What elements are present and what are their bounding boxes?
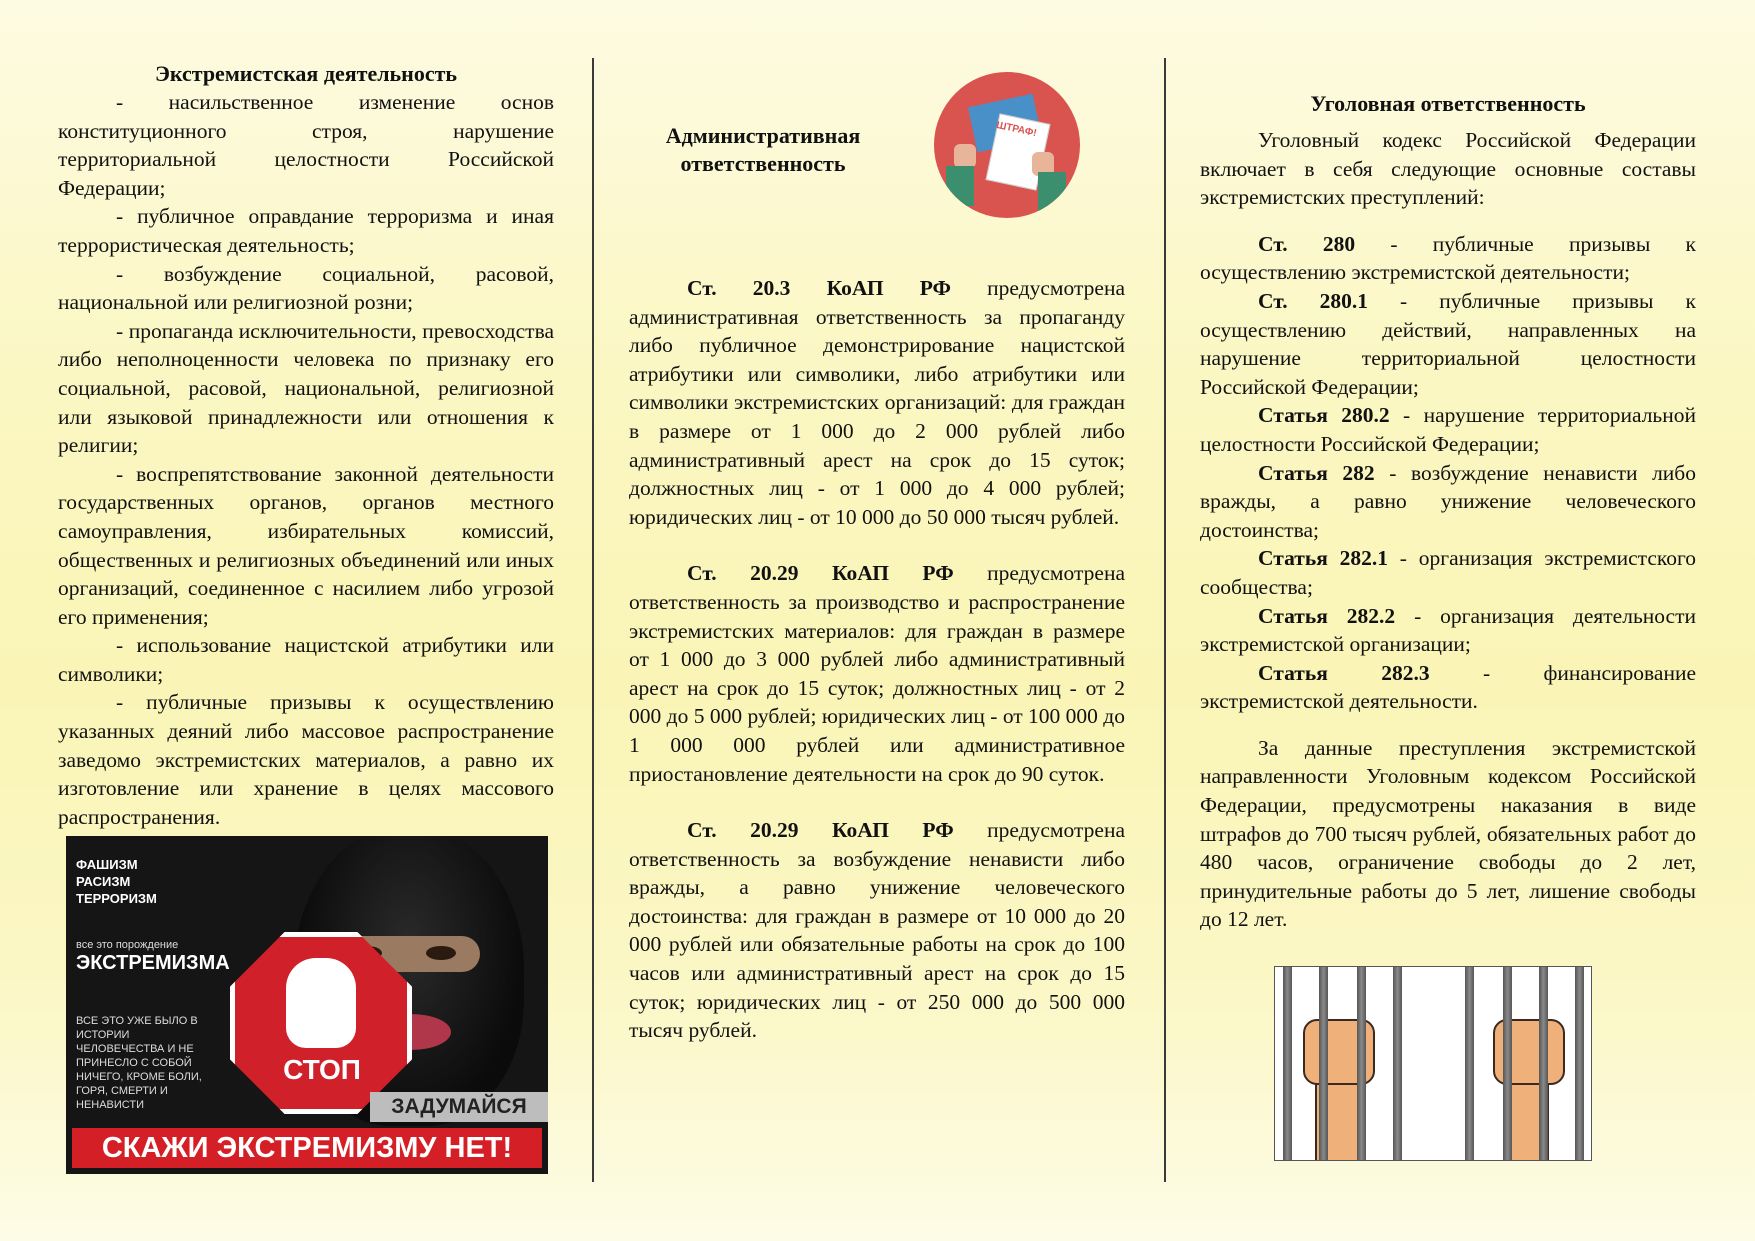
article-item: Ст. 280.1 - публичные призывы к осуществлению действий, направленных на нарушение территориальной целостности Российской Федерации; (1200, 288, 1696, 399)
poster-sub: все это порождение (76, 939, 179, 951)
extremism-item: - пропаганда исключительности, превосходства либо неполноценности человека по признаку его социальной, расовой, национальной, религиозной или языковой принадлежности или отношения к религии; (58, 318, 554, 458)
criminal-intro: Уголовный кодекс Российской Федерации включает в себя следующие основные составы экстремистских преступлений: (1200, 128, 1696, 210)
admin-paragraph: Ст. 20.3 КоАП РФ предусмотрена административная ответственность за пропаганду либо публичное демонстрирование нацистской атрибутики или символики, либо атрибутики или символики экстремистских организаций: для граждан в размере от 1 000 до 2 000 рублей либо административный арест на срок до 15 суток; должностных лиц - от 1 000 до 4 000 рублей; юридических лиц - от 10 000 до 50 000 тысяч рублей. (629, 276, 1125, 529)
poster-slogan: СКАЖИ ЭКСТРЕМИЗМУ НЕТ! (72, 1128, 542, 1168)
criminal-conclusion: За данные преступления экстремистской направленности Уголовным кодексом Российской Федерации, предусмотрены наказания в виде штрафов до 700 тысяч рублей, обязательных работ до 480 часов, ограничение свободы до 2 лет, принудительные работы до 5 лет, лишение свободы до 12 лет. (1200, 735, 1696, 932)
middle-heading (618, 122, 908, 178)
extremism-item: - воспрепятствование законной деятельности государственных органов, органов местного самоуправления, избирательных комиссий, общественных и религиозных объединений или иных организаций, соединенное с насилием либо угрозой его применения; (58, 461, 554, 629)
right-column (1200, 90, 1696, 934)
poster-small: ВСЕ ЭТО УЖЕ БЫЛО В ИСТОРИИ ЧЕЛОВЕЧЕСТВА И НЕ ПРИНЕСЛО С СОБОЙ НИЧЕГО, КРОМЕ БОЛИ, ГОРЯ, СМЕРТИ И НЕНАВИСТИ (76, 1015, 202, 1111)
prison-bars-icon (1274, 966, 1592, 1161)
extremism-item: - использование нацистской атрибутики или символики; (58, 633, 554, 686)
poster-line: ФАШИЗМ (76, 857, 138, 872)
think-label: ЗАДУМАЙСЯ (370, 1092, 548, 1122)
extremism-heading: Экстремистская деятельность (154, 61, 458, 86)
column-divider (592, 58, 594, 1182)
article-item: Ст. 280 - публичные призывы к осуществлению экстремистской деятельности; (1200, 231, 1697, 285)
middle-column (629, 274, 1125, 1045)
stop-label: СТОП (283, 1054, 361, 1085)
admin-heading-line2: ответственность (680, 151, 846, 176)
extremism-item: - насильственное изменение основ конституционного строя, нарушение территориальной целостности Российской Федерации; (58, 90, 554, 200)
extremism-item: - публичные призывы к осуществлению указанных деяний либо массовое распространение заведомо экстремистских материалов, а равно их изготовление или хранение в целях массового распространения. (58, 690, 554, 829)
poster-line: РАСИЗМ (76, 874, 131, 889)
article-item: Статья 282 - возбуждение ненависти либо вражды, а равно унижение человеческого достоинства; (1200, 460, 1696, 542)
hand-icon (286, 958, 356, 1048)
extremism-item: - возбуждение социальной, расовой, национальной или религиозной розни; (58, 261, 554, 315)
admin-paragraph: Ст. 20.29 КоАП РФ предусмотрена ответственность за производство и распространение экстремистских материалов: для граждан в размере от 1 000 до 3 000 рублей либо административный арест на срок до 15 суток; должностных лиц - от 2 000 до 5 000 рублей; юридических лиц - от 100 000 до 1 000 000 рублей или административное приостановление деятельности на срок до 90 суток. (629, 561, 1126, 786)
criminal-heading: Уголовная ответственность (1310, 91, 1586, 116)
fine-icon (934, 72, 1080, 218)
article-item: Статья 282.2 - организация деятельности экстремистской организации; (1200, 603, 1696, 657)
left-column (58, 60, 554, 831)
fine-label: ШТРАФ! (995, 119, 1038, 140)
column-divider (1164, 58, 1166, 1182)
poster-line: ТЕРРОРИЗМ (76, 891, 157, 906)
admin-paragraph: Ст. 20.29 КоАП РФ предусмотрена ответственность за возбуждение ненависти либо вражды, а равно унижение человеческого достоинства: для граждан в размере от 10 000 до 20 000 рублей или обязательные работы на срок до 100 часов или административный арест на срок до 15 суток; юридических лиц - от 250 000 до 500 000 тысяч рублей. (629, 818, 1125, 1043)
admin-heading-line1: Административная (665, 123, 861, 148)
extremism-item: - публичное оправдание терроризма и иная террористическая деятельность; (58, 204, 554, 257)
poster-big: ЭКСТРЕМИЗМА (76, 952, 230, 974)
article-item: Статья 282.3 - финансирование экстремистской деятельности. (1200, 660, 1696, 714)
anti-extremism-poster (66, 836, 548, 1174)
article-item: Статья 282.1 - организация экстремистского сообщества; (1200, 546, 1696, 599)
article-item: Статья 280.2 - нарушение территориальной целостности Российской Федерации; (1200, 403, 1696, 456)
